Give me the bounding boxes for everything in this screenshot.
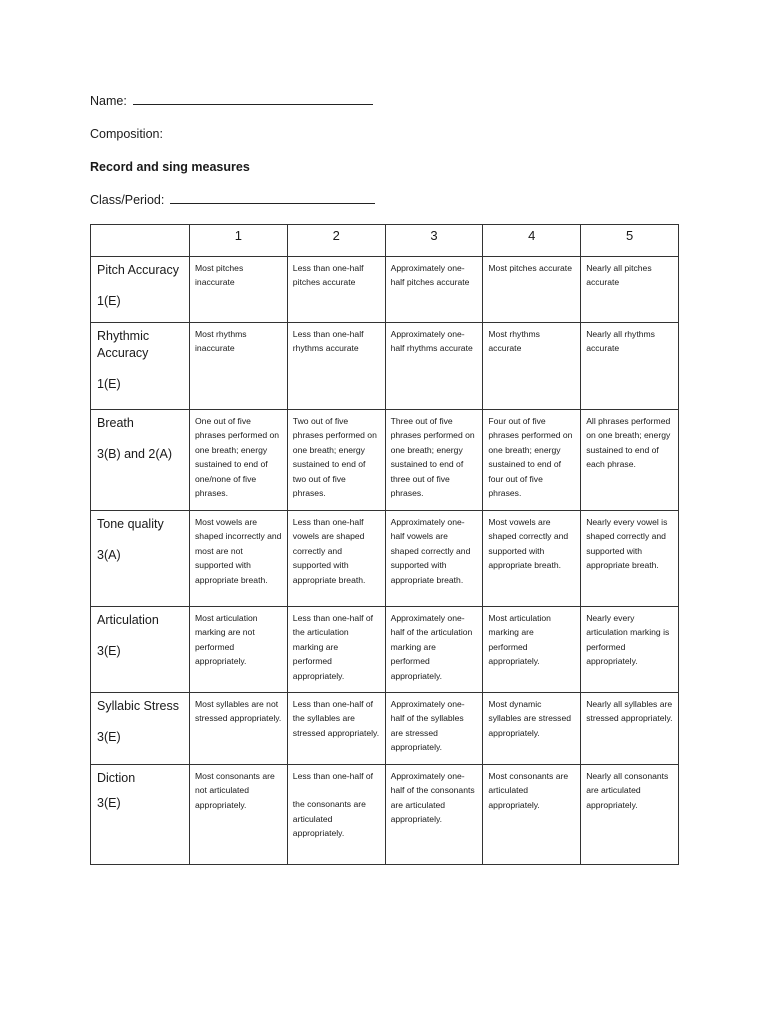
descriptor-cell: Less than one-half pitches accurate <box>287 257 385 323</box>
descriptor-cell: Approximately one-half vowels are shaped correctly and supported with appropriate breath. <box>385 511 483 607</box>
descriptor-fragment: Less than one-half of <box>292 771 374 781</box>
score-header-row <box>91 225 679 257</box>
descriptor-cell: Two out of five phrases performed on one breath; energy sustained to end of two out of five phrases. <box>287 410 385 511</box>
descriptor-cell: Approximately one-half of the consonants are articulated appropriately. <box>385 765 483 865</box>
composition-label: Composition: <box>90 127 163 141</box>
descriptor-cell: Nearly all syllables are stressed appropriately. <box>581 693 679 765</box>
descriptor-cell: Approximately one-half of the syllables are stressed appropriately. <box>385 693 483 765</box>
descriptor-cell: Most articulation marking are not performed appropriately. <box>190 607 288 693</box>
rubric-row-pitch-accuracy <box>91 257 679 323</box>
composition-line <box>90 127 163 141</box>
rubric-row-diction <box>91 765 679 865</box>
criterion-name: Syllabic Stress <box>97 699 179 713</box>
score-header: 5 <box>581 225 679 257</box>
rubric-row-syllabic-stress <box>91 693 679 765</box>
criterion-cell <box>91 323 190 410</box>
descriptor-cell: Nearly all pitches accurate <box>581 257 679 323</box>
rubric-row-rhythmic-accuracy <box>91 323 679 410</box>
task-title: Record and sing measures <box>90 160 250 174</box>
criterion-standard: 1(E) <box>97 294 121 308</box>
descriptor-cell: One out of five phrases performed on one breath; energy sustained to end of one/none of five phrases. <box>190 410 288 511</box>
descriptor-cell <box>287 765 385 865</box>
class-period-line <box>90 193 375 207</box>
criterion-name: Rhythmic Accuracy <box>97 329 150 360</box>
score-header: 1 <box>190 225 288 257</box>
descriptor-cell: Most syllables are not stressed appropriately. <box>190 693 288 765</box>
criterion-name: Pitch Accuracy <box>97 263 179 277</box>
name-blank[interactable] <box>133 103 373 105</box>
criterion-cell <box>91 693 190 765</box>
criterion-name: Articulation <box>97 613 159 627</box>
descriptor-cell: Less than one-half rhythms accurate <box>287 323 385 410</box>
criterion-name: Diction <box>97 771 136 785</box>
descriptor-cell: Most rhythms accurate <box>483 323 581 410</box>
criterion-cell <box>91 257 190 323</box>
criterion-name: Tone quality <box>97 517 164 531</box>
score-header: 3 <box>385 225 483 257</box>
criterion-standard: 3(E) <box>97 644 121 658</box>
descriptor-cell: Most articulation marking are performed appropriately. <box>483 607 581 693</box>
descriptor-cell: Most dynamic syllables are stressed appropriately. <box>483 693 581 765</box>
descriptor-cell: Most pitches accurate <box>483 257 581 323</box>
descriptor-cell: Most vowels are shaped incorrectly and most are not supported with appropriate breath. <box>190 511 288 607</box>
criterion-cell <box>91 410 190 511</box>
descriptor-cell: Approximately one-half pitches accurate <box>385 257 483 323</box>
score-header: 4 <box>483 225 581 257</box>
header-blank-cell <box>91 225 190 257</box>
criterion-standard: 3(A) <box>97 548 121 562</box>
descriptor-cell: Less than one-half vowels are shaped correctly and supported with appropriate breath. <box>287 511 385 607</box>
descriptor-cell: Nearly all consonants are articulated appropriately. <box>581 765 679 865</box>
descriptor-cell: Three out of five phrases performed on one breath; energy sustained to end of three out of five phrases. <box>385 410 483 511</box>
class-period-label: Class/Period: <box>90 193 165 207</box>
criterion-cell <box>91 607 190 693</box>
descriptor-cell: Nearly every articulation marking is performed appropriately. <box>581 607 679 693</box>
descriptor-fragment: the consonants are articulated appropriately. <box>292 799 366 839</box>
rubric-row-articulation <box>91 607 679 693</box>
class-period-blank[interactable] <box>170 202 375 204</box>
descriptor-cell: Less than one-half of the syllables are stressed appropriately. <box>287 693 385 765</box>
descriptor-cell: Four out of five phrases performed on one breath; energy sustained to end of four out of five phrases. <box>483 410 581 511</box>
rubric-row-tone-quality <box>91 511 679 607</box>
descriptor-cell: Nearly all rhythms accurate <box>581 323 679 410</box>
descriptor-cell: Approximately one-half of the articulation marking are performed appropriately. <box>385 607 483 693</box>
descriptor-cell: Less than one-half of the articulation marking are performed appropriately. <box>287 607 385 693</box>
descriptor-cell: Most consonants are articulated appropriately. <box>483 765 581 865</box>
criterion-name: Breath <box>97 416 134 430</box>
name-line <box>90 94 373 108</box>
criterion-standard: 1(E) <box>97 377 121 391</box>
name-label: Name: <box>90 94 127 108</box>
descriptor-cell: All phrases performed on one breath; energy sustained to end of each phrase. <box>581 410 679 511</box>
criterion-cell <box>91 511 190 607</box>
score-header: 2 <box>287 225 385 257</box>
descriptor-cell: Most consonants are not articulated appropriately. <box>190 765 288 865</box>
descriptor-cell: Most rhythms inaccurate <box>190 323 288 410</box>
criterion-standard: 3(E) <box>97 730 121 744</box>
descriptor-cell: Most pitches inaccurate <box>190 257 288 323</box>
descriptor-cell: Most vowels are shaped correctly and supported with appropriate breath. <box>483 511 581 607</box>
descriptor-cell: Nearly every vowel is shaped correctly and supported with appropriate breath. <box>581 511 679 607</box>
criterion-standard: 3(B) and 2(A) <box>97 447 173 461</box>
rubric-table <box>90 224 679 865</box>
criterion-cell <box>91 765 190 865</box>
criterion-standard: 3(E) <box>97 796 121 810</box>
descriptor-cell: Approximately one-half rhythms accurate <box>385 323 483 410</box>
rubric-row-breath <box>91 410 679 511</box>
